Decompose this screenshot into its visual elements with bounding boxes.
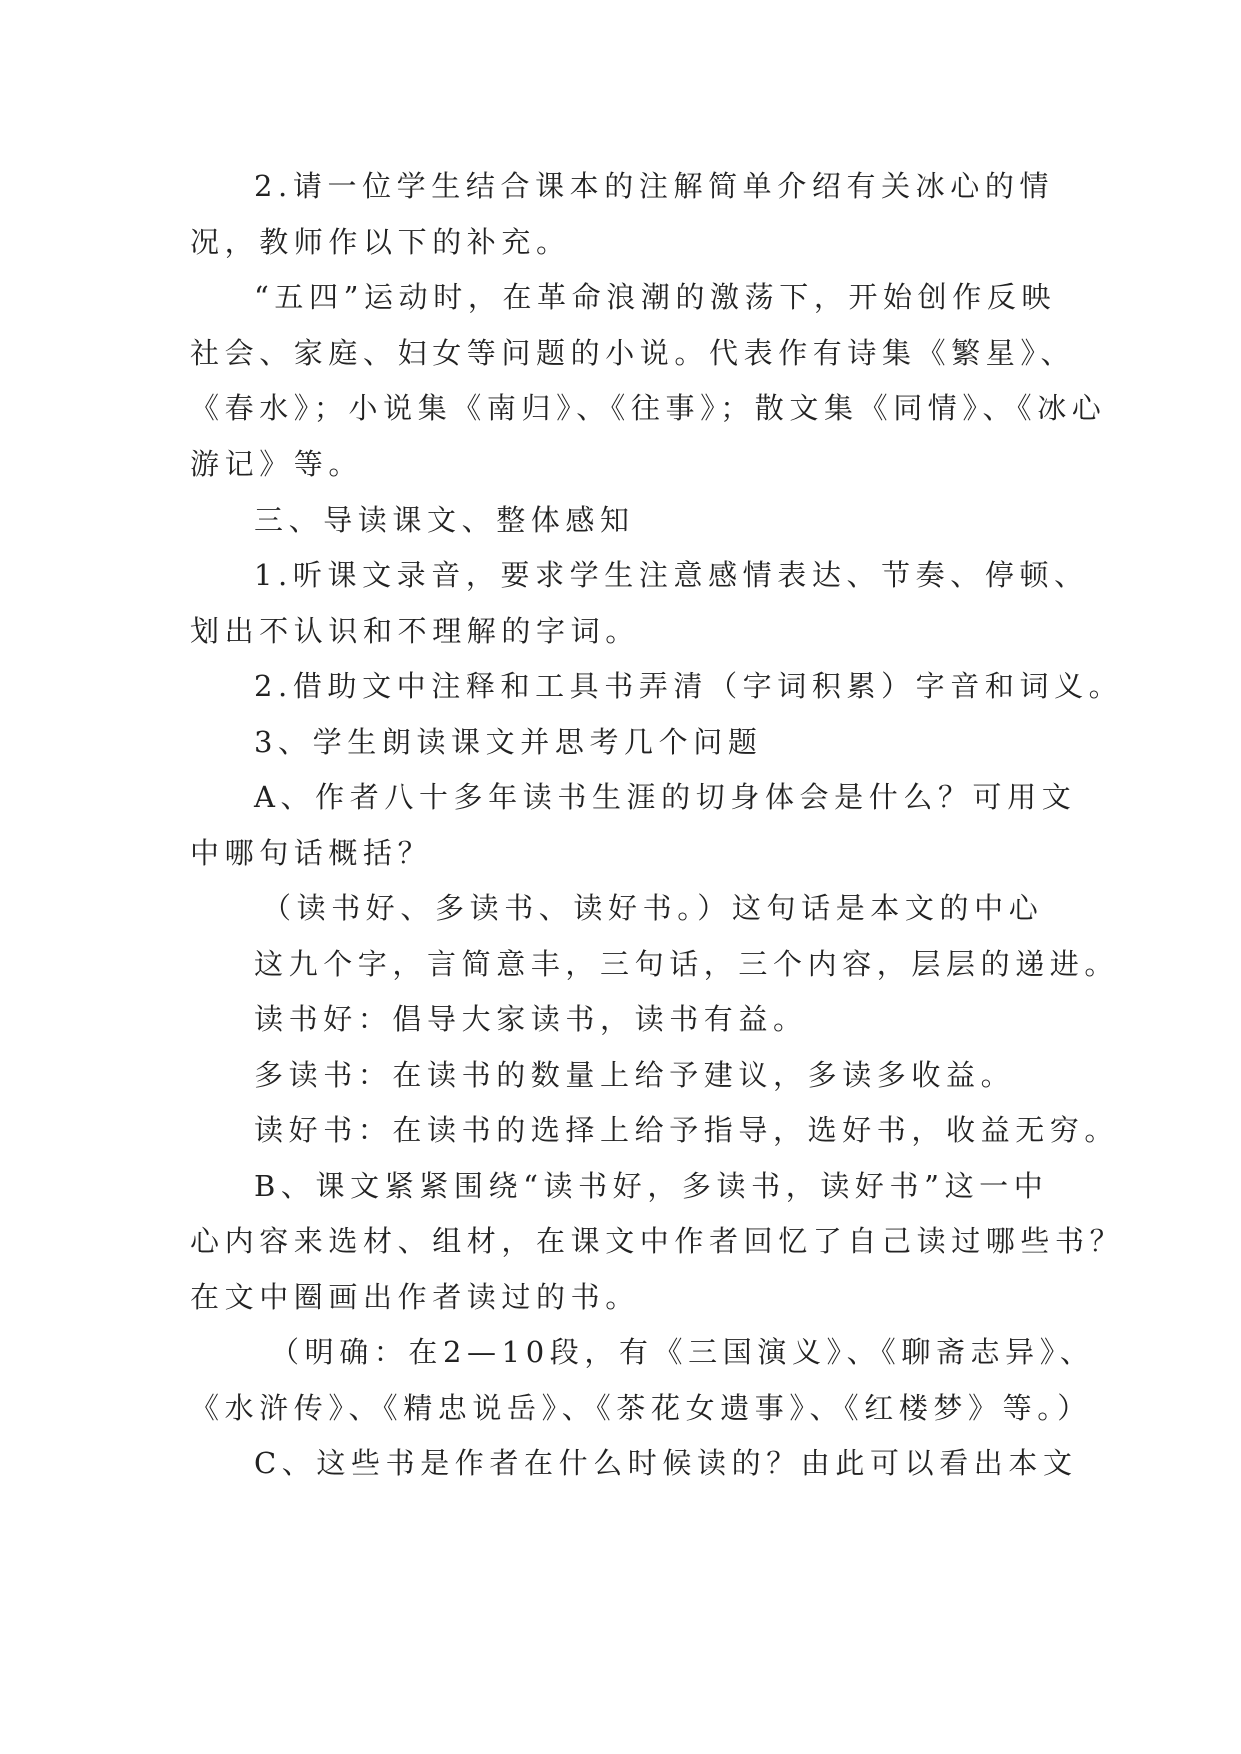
paragraph-line: “五四”运动时，在革命浪潮的激荡下，开始创作反映: [254, 280, 1057, 314]
paragraph-line: 3、学生朗读课文并思考几个问题: [254, 725, 763, 759]
paragraph-line: 这九个字，言简意丰，三句话，三个内容，层层的递进。: [254, 947, 1120, 981]
paragraph-line: 况，教师作以下的补充。: [190, 225, 571, 259]
paragraph-line: 2.请一位学生结合课本的注解简单介绍有关冰心的情: [254, 169, 1055, 203]
paragraph-line: 游记》等。: [190, 447, 364, 481]
paragraph-line: 读好书：在读书的选择上给予指导，选好书，收益无穷。: [254, 1113, 1120, 1147]
paragraph-line: 划出不认识和不理解的字词。: [190, 614, 640, 648]
paragraph-line: 1.听课文录音，要求学生注意感情表达、节奏、停顿、: [254, 558, 1089, 592]
paragraph-line: 多读书：在读书的数量上给予建议，多读多收益。: [254, 1058, 1016, 1092]
paragraph-line: （明确：在2—10段，有《三国演义》、《聊斋志异》、: [270, 1335, 1095, 1369]
paragraph-line: 社会、家庭、妇女等问题的小说。代表作有诗集《繁星》、: [190, 336, 1076, 370]
paragraph-line: 在文中圈画出作者读过的书。: [190, 1280, 640, 1314]
paragraph-line: 心内容来选材、组材，在课文中作者回忆了自己读过哪些书？: [190, 1224, 1125, 1258]
paragraph-line: （读书好、多读书、读好书。）这句话是本文的中心: [262, 891, 1044, 925]
paragraph-line: 《春水》；小说集《南归》、《往事》；散文集《同情》、《冰心: [190, 391, 1107, 425]
paragraph-line: C、这些书是作者在什么时候读的？由此可以看出本文: [254, 1446, 1078, 1480]
paragraph-line: B、课文紧紧围绕“读书好，多读书，读好书”这一中: [254, 1169, 1049, 1203]
paragraph-line: A、作者八十多年读书生涯的切身体会是什么？可用文: [254, 780, 1077, 814]
paragraph-line: 读书好：倡导大家读书，读书有益。: [254, 1002, 808, 1036]
paragraph-line: 2.借助文中注释和工具书弄清（字词积累）字音和词义。: [254, 669, 1124, 703]
paragraph-line: 《水浒传》、《精忠说岳》、《茶花女遗事》、《红楼梦》等。）: [190, 1391, 1092, 1425]
section-heading: 三、导读课文、整体感知: [254, 503, 635, 537]
paragraph-line: 中哪句话概括？: [190, 836, 433, 870]
